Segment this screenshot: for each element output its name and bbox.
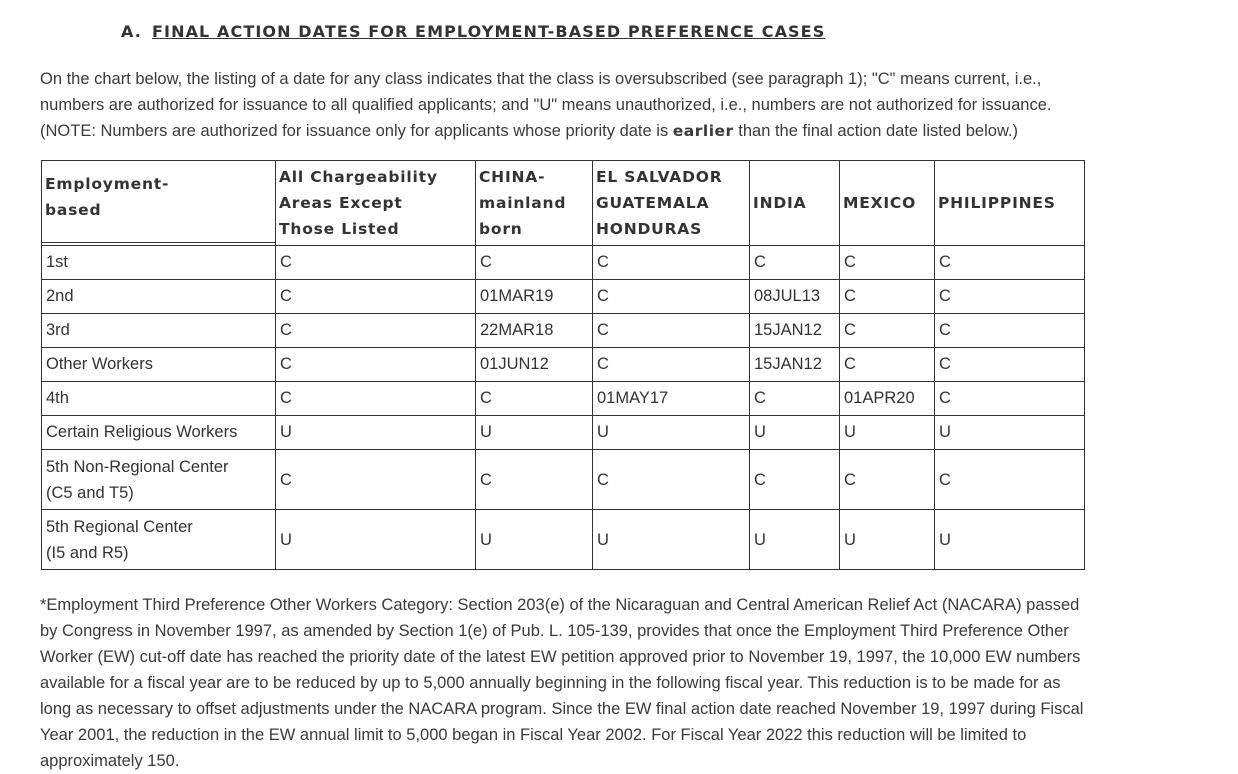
table-cell: C: [276, 450, 476, 510]
table-cell: C: [935, 450, 1085, 510]
table-body: [42, 246, 1085, 570]
column-header: [276, 161, 476, 246]
table-cell: C: [476, 246, 593, 280]
table-row: [42, 246, 1085, 280]
column-header-line: born: [479, 220, 523, 238]
table-cell: C: [750, 382, 840, 416]
table-row: [42, 416, 1085, 450]
row-category-line: (I5 and R5): [46, 543, 129, 562]
row-category: [42, 246, 276, 280]
table-cell: C: [476, 382, 593, 416]
row-category: [42, 314, 276, 348]
table-cell: 01APR20: [840, 382, 935, 416]
table-cell: U: [276, 510, 476, 570]
table-cell: 01MAY17: [593, 382, 750, 416]
table-cell: 01MAR19: [476, 280, 593, 314]
section-title: FINAL ACTION DATES FOR EMPLOYMENT-BASED PREFERENCE CASES: [152, 22, 826, 41]
table-cell: C: [593, 246, 750, 280]
table-cell: C: [840, 314, 935, 348]
table-row: [42, 280, 1085, 314]
table-cell: C: [593, 450, 750, 510]
table-cell: C: [840, 348, 935, 382]
row-category-line: Certain Religious Workers: [46, 423, 238, 441]
table-cell: C: [276, 382, 476, 416]
column-header-line: CHINA-: [479, 168, 546, 186]
column-header-line: GUATEMALA: [596, 194, 710, 212]
table-cell: 08JUL13: [750, 280, 840, 314]
column-header-line: MEXICO: [843, 194, 917, 212]
column-header: [476, 161, 593, 246]
column-header-line: Employment-: [45, 174, 170, 193]
table-cell: U: [750, 510, 840, 570]
column-header: [42, 161, 276, 246]
intro-text-after: than the final action date listed below.): [733, 122, 1019, 140]
row-category: [42, 510, 276, 570]
table-cell: U: [750, 416, 840, 450]
row-category-line: 5th Non-Regional Center: [46, 457, 229, 476]
column-header: [935, 161, 1085, 246]
table-cell: C: [935, 382, 1085, 416]
column-header-line: PHILIPPINES: [938, 194, 1056, 212]
table-cell: C: [840, 280, 935, 314]
table-cell: U: [593, 416, 750, 450]
table-row: [42, 314, 1085, 348]
column-header-line: EL SALVADOR: [596, 168, 723, 186]
table-cell: C: [276, 348, 476, 382]
row-category-line: 2nd: [46, 287, 74, 305]
header-row: [42, 161, 1085, 246]
table-cell: U: [476, 416, 593, 450]
table-cell: 22MAR18: [476, 314, 593, 348]
intro-emphasis: earlier: [672, 122, 734, 140]
table-cell: C: [935, 314, 1085, 348]
table-cell: C: [750, 246, 840, 280]
column-header-line: Those Listed: [279, 220, 400, 238]
row-category: [42, 416, 276, 450]
row-category: [42, 450, 276, 510]
column-header: [593, 161, 750, 246]
table-cell: C: [840, 450, 935, 510]
column-header: [840, 161, 935, 246]
table-cell: C: [276, 246, 476, 280]
row-category: [42, 280, 276, 314]
row-category-line: 5th Regional Center: [46, 517, 193, 536]
footnote: *Employment Third Preference Other Workers Category: Section 203(e) of the Nicaraguan and Central American Relief Act (NACARA) passed by Congress in November 1997, as amended by Section 1(e) of Pub. L. 105-139, provides that once the Employment Third Preference Other Worker (EW) cut-off date has reached the priority date of the latest EW petition approved prior to November 19, 1997, the 10,000 EW numbers available for a fiscal year are to be reduced by up to 5,000 annually beginning in the following fiscal year. This reduction is to be made for as long as necessary to offset adjustments under the NACARA program. Since the EW final action date reached November 19, 1997 during Fiscal Year 2001, the reduction in the EW annual limit to 5,000 began in Fiscal Year 2002. For Fiscal Year 2022 this reduction will be limited to approximately 150.: [40, 596, 1084, 770]
table-cell: C: [593, 280, 750, 314]
column-header-line: based: [45, 200, 102, 219]
table-row: [42, 450, 1085, 510]
section-letter: A.: [121, 22, 142, 41]
row-category-line: Other Workers: [46, 355, 153, 373]
final-action-dates-table: [41, 160, 1085, 570]
row-category: [42, 382, 276, 416]
table-cell: U: [476, 510, 593, 570]
column-header-line: mainland: [479, 194, 567, 212]
table-cell: U: [935, 510, 1085, 570]
table-cell: U: [840, 416, 935, 450]
table-cell: C: [750, 450, 840, 510]
column-header-line: All Chargeability: [279, 168, 438, 186]
table-cell: C: [593, 314, 750, 348]
intro-text-before: On the chart below, the listing of a date for any class indicates that the class is oversubscribed (see paragraph 1); "C" means current, i.e., numbers are authorized for issuance to all qualified applicants; and "U" means unauthorized, i.e., numbers are not authorized for issuance. (NOTE: Numbers are authorized for issuance only for applicants whose priority date is: [40, 70, 1052, 140]
table-cell: U: [935, 416, 1085, 450]
column-header-line: INDIA: [753, 194, 807, 212]
row-category-line: 4th: [46, 389, 69, 407]
intro-paragraph: [40, 66, 1090, 144]
row-category-line: 3rd: [46, 321, 70, 339]
row-category-line: 1st: [46, 253, 69, 271]
column-header-line: Areas Except: [279, 194, 403, 212]
table-cell: 15JAN12: [750, 348, 840, 382]
table-cell: C: [593, 348, 750, 382]
table-cell: C: [935, 348, 1085, 382]
table-cell: U: [276, 416, 476, 450]
table-row: [42, 510, 1085, 570]
table-cell: C: [935, 280, 1085, 314]
column-header-line: HONDURAS: [596, 220, 703, 238]
section-heading: [121, 22, 825, 41]
table-cell: U: [840, 510, 935, 570]
table-row: [42, 348, 1085, 382]
table-row: [42, 382, 1085, 416]
table-cell: C: [276, 280, 476, 314]
table-cell: C: [840, 246, 935, 280]
column-header: [750, 161, 840, 246]
row-category: [42, 348, 276, 382]
table-cell: C: [935, 246, 1085, 280]
table-cell: 15JAN12: [750, 314, 840, 348]
table-cell: 01JUN12: [476, 348, 593, 382]
row-category-line: (C5 and T5): [46, 483, 134, 502]
table-cell: C: [476, 450, 593, 510]
table-cell: C: [276, 314, 476, 348]
table-cell: U: [593, 510, 750, 570]
